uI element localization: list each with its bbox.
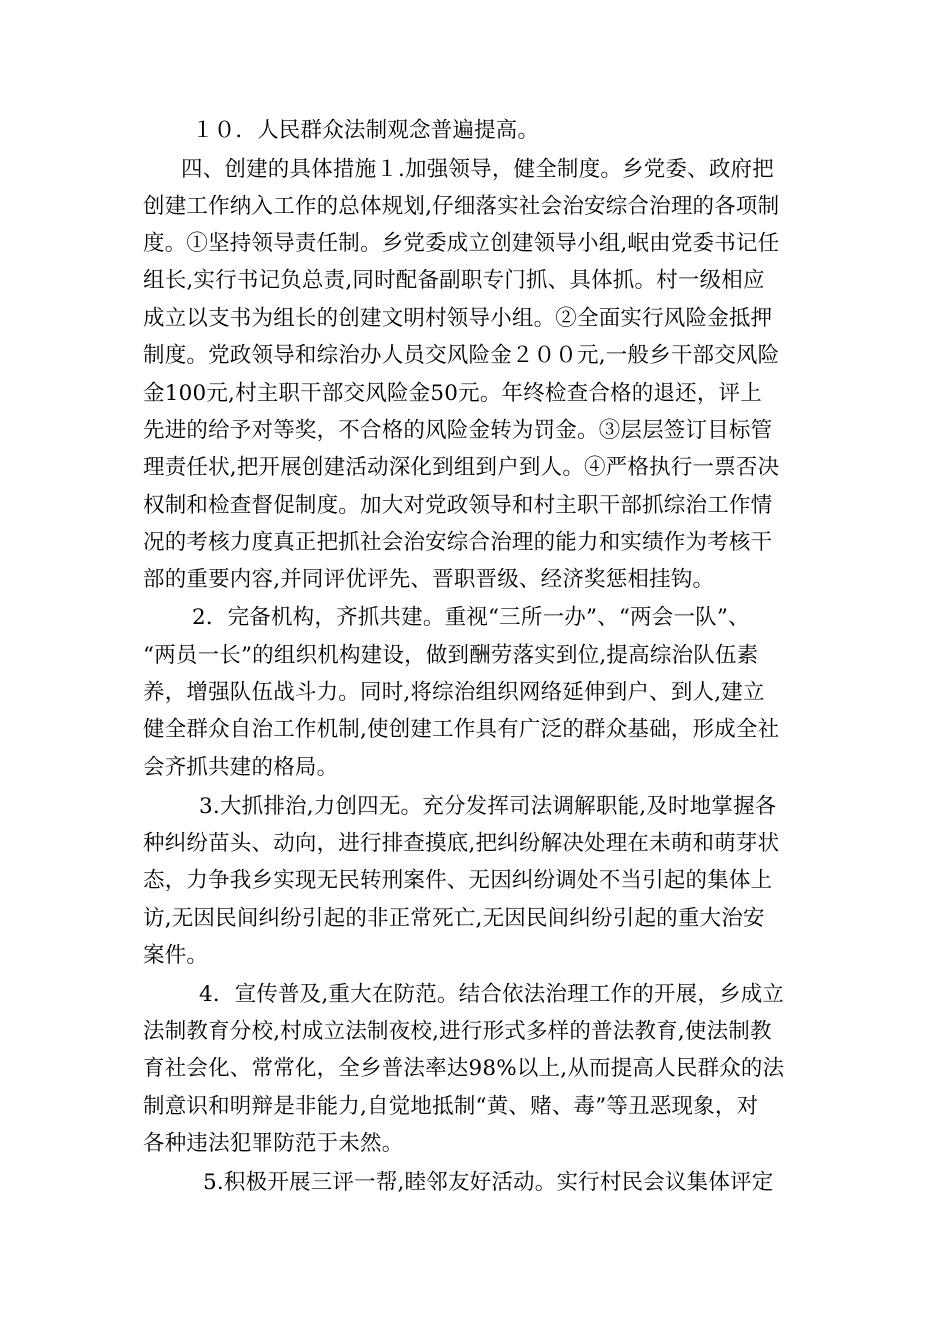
- item-2-line-5: 会齐抓共建的格局。: [143, 755, 339, 780]
- item-2-line-3: 养，增强队伍战斗力。同时,将综治组织网络延伸到户、到人,建立: [143, 680, 765, 705]
- section-4-line-4: 组长,实行书记负总责,同时配备副职专门抓、具体抓。村一级相应: [143, 268, 765, 293]
- item-2-line-4: 健全群众自治工作机制,使创建工作具有广泛的群众基础，形成全社: [143, 717, 780, 742]
- item-4-line-5: 各种违法犯罪防范于未然。: [143, 1131, 404, 1156]
- section-4-line-11: 况的考核力度真正把抓社会治安综合治理的能力和实绩作为考核干: [143, 530, 773, 555]
- section-4-line-12: 部的重要内容,并同评优评先、晋职晋级、经济奖惩相挂钩。: [143, 567, 715, 592]
- item-4-line-1: 4．宣传普及,重大在防范。结合依法治理工作的开展，乡成立: [199, 982, 785, 1007]
- paragraph-10-line-1: １０．人民群众法制观念普遍提高。: [192, 118, 540, 143]
- section-4-line-9: 理责任状,把开展创建活动深化到组到户到人。④严格执行一票否决: [143, 455, 780, 480]
- item-3-line-3: 态，力争我乡实现无民转刑案件、无因纠纷调处不当引起的集体上: [143, 868, 773, 893]
- section-4-line-5: 成立以支书为组长的创建文明村领导小组。②全面实行风险金抵押: [143, 306, 773, 331]
- item-3-line-2: 种纠纷苗头、动向，进行排查摸底,把纠纷解决处理在未萌和萌芽状: [143, 831, 780, 856]
- section-4-line-7: 金100元,村主职干部交风险金50元。年终检查合格的退还，评上: [143, 381, 762, 406]
- section-4-line-3: 度。①坚持领导责任制。乡党委成立创建领导小组,岷由党委书记任: [143, 231, 780, 256]
- section-4-line-10: 权制和检查督促制度。加大对党政领导和村主职干部抓综治工作情: [143, 493, 773, 518]
- item-4-line-2: 法制教育分校,村成立法制夜校,进行形式多样的普法教育,使法制教: [143, 1019, 772, 1044]
- section-4-line-6: 制度。党政领导和综治办人员交风险金２００元,一般乡干部交风险: [143, 343, 780, 368]
- item-3-line-5: 案件。: [143, 943, 209, 968]
- section-4-line-2: 创建工作纳入工作的总体规划,仔细落实社会治安综合治理的各项制: [143, 194, 780, 219]
- item-2-line-2: “两员一长”的组织机构建设，做到酬劳落实到位,提高综治队伍素: [143, 643, 759, 668]
- section-4-line-1: 四、创建的具体措施１.加强领导，健全制度。乡党委、政府把: [181, 157, 774, 182]
- item-3-line-1: 3.大抓排治,力创四无。充分发挥司法调解职能,及时地掌握各: [199, 794, 777, 819]
- item-4-line-4: 制意识和明辩是非能力,自觉地抵制“黄、赌、毒”等丑恶现象，对: [143, 1094, 759, 1119]
- item-5-line-1: 5.积极开展三评一帮,睦邻友好活动。实行村民会议集体评定: [203, 1170, 774, 1195]
- section-4-line-8: 先进的给予对等奖，不合格的风险金转为罚金。③层层签订目标管: [143, 418, 773, 443]
- item-3-line-4: 访,无因民间纠纷引起的非正常死亡,无因民间纠纷引起的重大治安: [143, 906, 765, 931]
- item-4-line-3: 育社会化、常常化，全乡普法率达98%以上,从而提高人民群众的法: [143, 1056, 785, 1081]
- item-2-line-1: 2．完备机构，齐抓共建。重视“三所一办”、“两会一队”、: [192, 605, 750, 630]
